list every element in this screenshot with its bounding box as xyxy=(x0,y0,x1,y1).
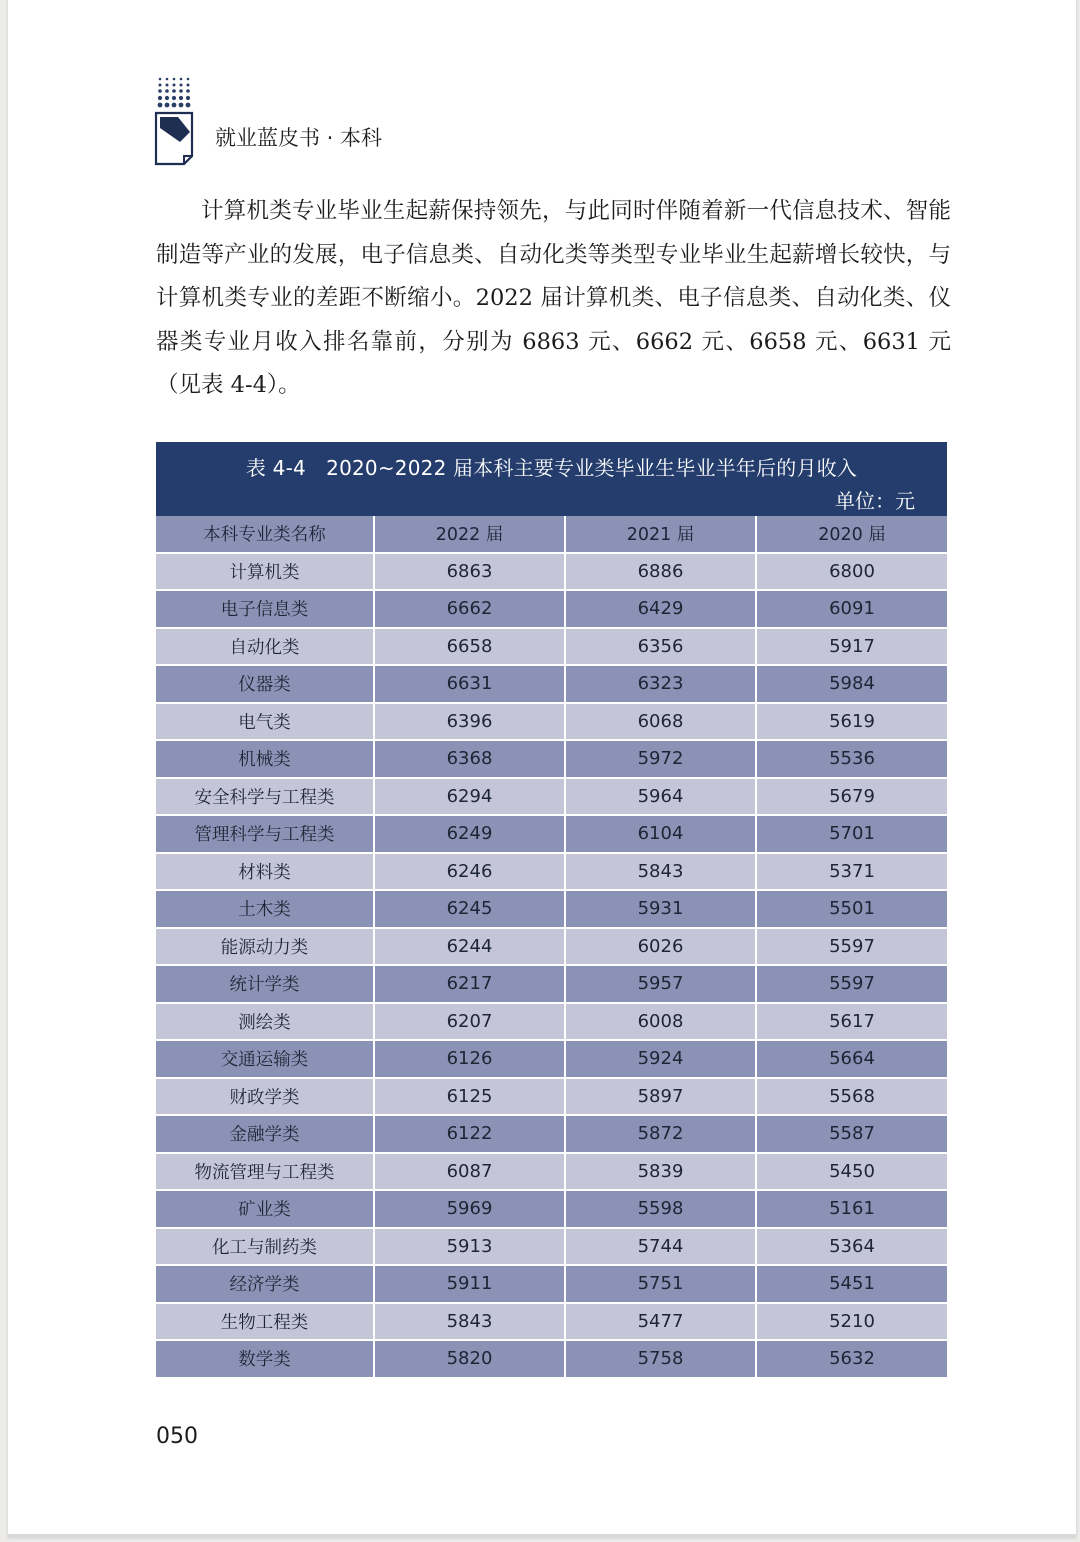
table-row xyxy=(156,965,947,1003)
salary-cell: 5210 xyxy=(756,1303,947,1341)
salary-cell: 6800 xyxy=(756,553,947,591)
salary-cell: 6207 xyxy=(374,1003,565,1041)
salary-cell: 6246 xyxy=(374,853,565,891)
column-header: 2020 届 xyxy=(756,516,947,553)
page-number: 050 xyxy=(156,1424,198,1449)
salary-cell: 5872 xyxy=(565,1115,756,1153)
salary-cell: 5450 xyxy=(756,1153,947,1191)
salary-cell: 5931 xyxy=(565,890,756,928)
table-row xyxy=(156,553,947,591)
salary-cell: 5751 xyxy=(565,1265,756,1303)
salary-cell: 5619 xyxy=(756,703,947,741)
table-row xyxy=(156,853,947,891)
data-table xyxy=(156,516,947,1379)
major-name-cell: 管理科学与工程类 xyxy=(156,815,374,853)
table-row xyxy=(156,778,947,816)
salary-cell: 5924 xyxy=(565,1040,756,1078)
salary-cell: 5897 xyxy=(565,1078,756,1116)
table-row xyxy=(156,1228,947,1266)
salary-cell: 6122 xyxy=(374,1115,565,1153)
salary-cell: 5568 xyxy=(756,1078,947,1116)
salary-cell: 6068 xyxy=(565,703,756,741)
major-name-cell: 能源动力类 xyxy=(156,928,374,966)
major-name-cell: 数学类 xyxy=(156,1340,374,1378)
salary-cell: 5957 xyxy=(565,965,756,1003)
table-row xyxy=(156,1040,947,1078)
salary-cell: 5744 xyxy=(565,1228,756,1266)
salary-cell: 5964 xyxy=(565,778,756,816)
salary-cell: 6125 xyxy=(374,1078,565,1116)
column-header: 2022 届 xyxy=(374,516,565,553)
salary-cell: 6631 xyxy=(374,665,565,703)
salary-cell: 6008 xyxy=(565,1003,756,1041)
salary-cell: 5371 xyxy=(756,853,947,891)
table-row xyxy=(156,1265,947,1303)
salary-cell: 6323 xyxy=(565,665,756,703)
major-name-cell: 矿业类 xyxy=(156,1190,374,1228)
table-row xyxy=(156,1340,947,1378)
table-row xyxy=(156,703,947,741)
major-name-cell: 化工与制药类 xyxy=(156,1228,374,1266)
major-name-cell: 经济学类 xyxy=(156,1265,374,1303)
salary-cell: 5664 xyxy=(756,1040,947,1078)
table-row xyxy=(156,1190,947,1228)
salary-cell: 5758 xyxy=(565,1340,756,1378)
table-row xyxy=(156,1115,947,1153)
table-row xyxy=(156,1003,947,1041)
table-header-row xyxy=(156,516,947,553)
table-body xyxy=(156,553,947,1378)
table-unit: 单位：元 xyxy=(835,489,915,513)
salary-cell: 6658 xyxy=(374,628,565,666)
major-name-cell: 仪器类 xyxy=(156,665,374,703)
book-logo-icon xyxy=(154,76,196,168)
salary-cell: 5839 xyxy=(565,1153,756,1191)
salary-cell: 6368 xyxy=(374,740,565,778)
salary-cell: 5587 xyxy=(756,1115,947,1153)
salary-cell: 5820 xyxy=(374,1340,565,1378)
salary-cell: 5598 xyxy=(565,1190,756,1228)
major-name-cell: 交通运输类 xyxy=(156,1040,374,1078)
salary-cell: 5913 xyxy=(374,1228,565,1266)
salary-cell: 5451 xyxy=(756,1265,947,1303)
table-caption xyxy=(156,442,947,516)
salary-cell: 6087 xyxy=(374,1153,565,1191)
major-name-cell: 安全科学与工程类 xyxy=(156,778,374,816)
major-name-cell: 生物工程类 xyxy=(156,1303,374,1341)
table-row xyxy=(156,1078,947,1116)
salary-cell: 6429 xyxy=(565,590,756,628)
body-paragraph: 计算机类专业毕业生起薪保持领先，与此同时伴随着新一代信息技术、智能制造等产业的发展，电子信息类、自动化类等类型专业毕业生起薪增长较快，与计算机类专业的差距不断缩小。2022 届计算机类、电子信息类、自动化类、仪器类专业月收入排名靠前，分别为 6863 元、6662 元、6658 元、6631 元（见表 4-4）。 xyxy=(156,198,951,398)
table-row xyxy=(156,590,947,628)
table-row xyxy=(156,665,947,703)
salary-table xyxy=(156,442,947,1379)
table-row xyxy=(156,1153,947,1191)
salary-cell: 6244 xyxy=(374,928,565,966)
salary-cell: 6863 xyxy=(374,553,565,591)
salary-cell: 6886 xyxy=(565,553,756,591)
book-page xyxy=(8,0,1076,1538)
major-name-cell: 材料类 xyxy=(156,853,374,891)
salary-cell: 6126 xyxy=(374,1040,565,1078)
salary-cell: 5969 xyxy=(374,1190,565,1228)
salary-cell: 5617 xyxy=(756,1003,947,1041)
major-name-cell: 电气类 xyxy=(156,703,374,741)
table-row xyxy=(156,815,947,853)
salary-cell: 5701 xyxy=(756,815,947,853)
major-name-cell: 物流管理与工程类 xyxy=(156,1153,374,1191)
salary-cell: 6356 xyxy=(565,628,756,666)
major-name-cell: 机械类 xyxy=(156,740,374,778)
salary-cell: 5843 xyxy=(374,1303,565,1341)
major-name-cell: 电子信息类 xyxy=(156,590,374,628)
table-row xyxy=(156,740,947,778)
salary-cell: 5911 xyxy=(374,1265,565,1303)
page-edge xyxy=(8,1534,1076,1538)
salary-cell: 5984 xyxy=(756,665,947,703)
salary-cell: 5364 xyxy=(756,1228,947,1266)
salary-cell: 5972 xyxy=(565,740,756,778)
major-name-cell: 计算机类 xyxy=(156,553,374,591)
major-name-cell: 财政学类 xyxy=(156,1078,374,1116)
salary-cell: 6396 xyxy=(374,703,565,741)
table-title: 表 4-4 2020~2022 届本科主要专业类毕业生毕业半年后的月收入 xyxy=(245,456,858,480)
salary-cell: 5477 xyxy=(565,1303,756,1341)
major-name-cell: 测绘类 xyxy=(156,1003,374,1041)
major-name-cell: 统计学类 xyxy=(156,965,374,1003)
salary-cell: 6662 xyxy=(374,590,565,628)
salary-cell: 6249 xyxy=(374,815,565,853)
salary-cell: 6294 xyxy=(374,778,565,816)
salary-cell: 5597 xyxy=(756,928,947,966)
salary-cell: 6026 xyxy=(565,928,756,966)
salary-cell: 5632 xyxy=(756,1340,947,1378)
salary-cell: 6104 xyxy=(565,815,756,853)
salary-cell: 5536 xyxy=(756,740,947,778)
salary-cell: 6217 xyxy=(374,965,565,1003)
major-name-cell: 土木类 xyxy=(156,890,374,928)
running-header-title: 就业蓝皮书 · 本科 xyxy=(215,126,383,150)
major-name-cell: 金融学类 xyxy=(156,1115,374,1153)
table-row xyxy=(156,1303,947,1341)
salary-cell: 5679 xyxy=(756,778,947,816)
salary-cell: 5597 xyxy=(756,965,947,1003)
column-header: 本科专业类名称 xyxy=(156,516,374,553)
salary-cell: 5843 xyxy=(565,853,756,891)
salary-cell: 5501 xyxy=(756,890,947,928)
major-name-cell: 自动化类 xyxy=(156,628,374,666)
salary-cell: 6245 xyxy=(374,890,565,928)
table-row xyxy=(156,890,947,928)
salary-cell: 5917 xyxy=(756,628,947,666)
column-header: 2021 届 xyxy=(565,516,756,553)
salary-cell: 6091 xyxy=(756,590,947,628)
salary-cell: 5161 xyxy=(756,1190,947,1228)
table-row xyxy=(156,928,947,966)
table-row xyxy=(156,628,947,666)
